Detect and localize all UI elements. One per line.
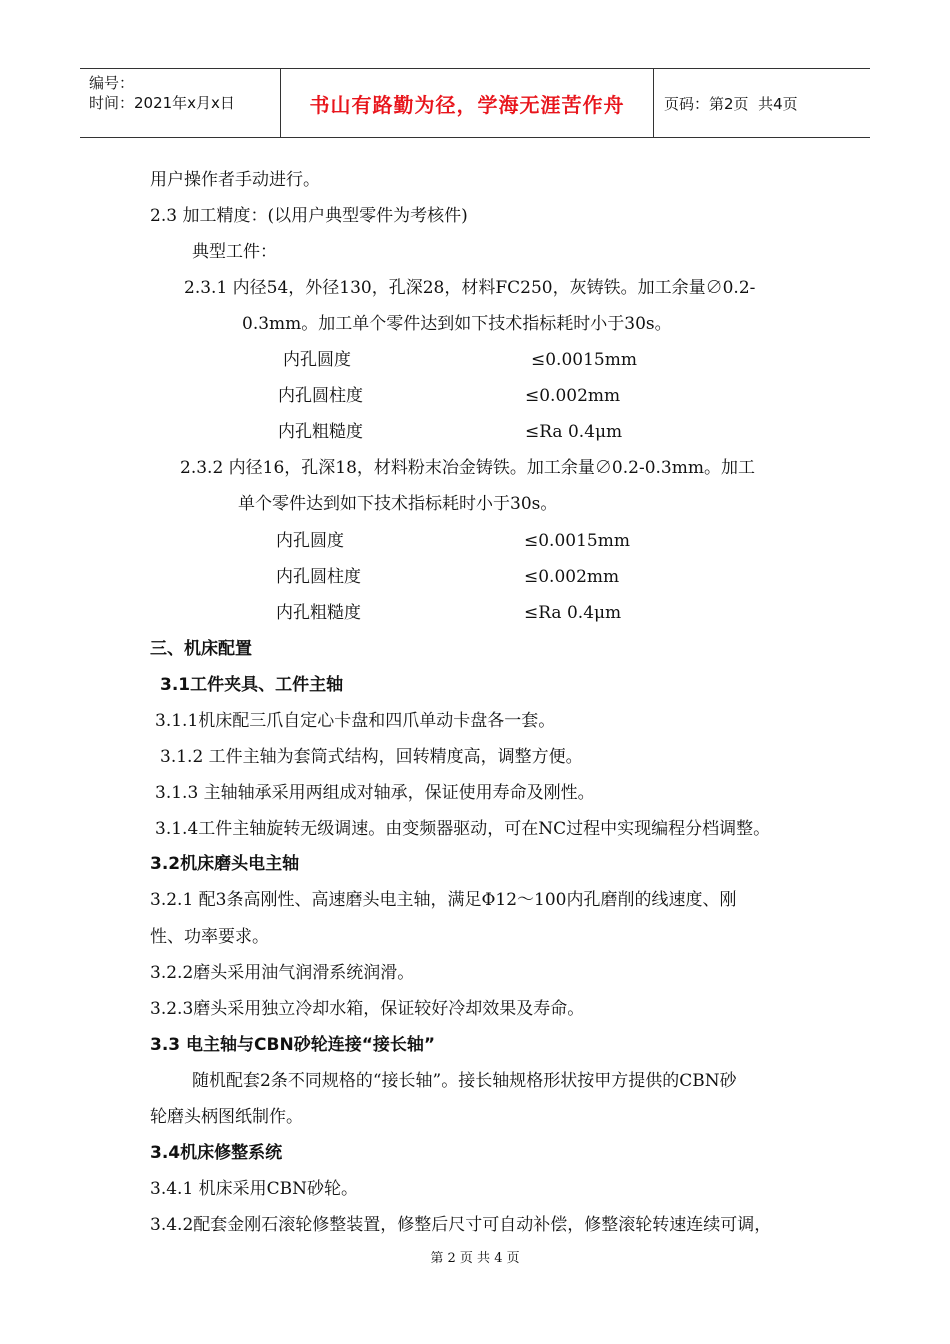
spec-value: ≤0.0015mm (524, 531, 630, 551)
header-info (80, 69, 281, 137)
item-3-2-2: 3.2.2磨头采用油气润滑系统润滑。 (150, 963, 415, 983)
spec-label: 内孔圆度 (283, 350, 351, 370)
header-motto: 书山有路勤为径，学海无涯苦作舟 (309, 92, 625, 117)
item-3-4-2: 3.4.2配套金刚石滚轮修整装置，修整后尺寸可自动补偿，修整滚轮转速连续可调， (150, 1215, 772, 1235)
item-3-1-3: 3.1.3 主轴轴承采用两组成对轴承，保证使用寿命及刚性。 (155, 783, 595, 803)
section-3-3-text: 随机配套2条不同规格的“接长轴”。接长轴规格形状按甲方提供的CBN砂 (192, 1071, 737, 1091)
spec-label: 内孔圆柱度 (278, 386, 363, 406)
spec-value: ≤0.0015mm (531, 350, 637, 370)
item-3-1-2: 3.1.2 工件主轴为套筒式结构，回转精度高，调整方便。 (160, 747, 583, 767)
section-3-3-heading: 3.3 电主轴与CBN砂轮连接“接长轴” (150, 1035, 436, 1055)
document-number-label: 编号： (89, 74, 135, 92)
section-3-1-heading: 3.1工件夹具、工件主轴 (160, 675, 344, 695)
spec-value: ≤0.002mm (525, 386, 621, 406)
item-2-3-1-cont: 0.3mm。加工单个零件达到如下技术指标耗时小于30s。 (242, 314, 672, 334)
document-time-label: 时间：2021年x月x日 (89, 94, 235, 112)
section-3-4-heading: 3.4机床修整系统 (150, 1143, 283, 1163)
page-header (80, 68, 870, 138)
spec-value: ≤Ra 0.4μm (524, 603, 622, 623)
item-3-4-1: 3.4.1 机床采用CBN砂轮。 (150, 1179, 359, 1199)
spec-value: ≤0.002mm (524, 567, 620, 587)
item-3-2-1: 3.2.1 配3条高刚性、高速磨头电主轴，满足Φ12～100内孔磨削的线速度、刚 (150, 890, 737, 910)
item-2-3-2-cont: 单个零件达到如下技术指标耗时小于30s。 (238, 494, 558, 514)
body-line: 用户操作者手动进行。 (150, 170, 320, 190)
item-3-1-1: 3.1.1机床配三爪自定心卡盘和四爪单动卡盘各一套。 (155, 711, 556, 731)
item-3-1-4: 3.1.4工件主轴旋转无级调速。由变频器驱动，可在NC过程中实现编程分档调整。 (155, 819, 771, 839)
item-2-3-1: 2.3.1 内径54，外径130，孔深28，材料FC250，灰铸铁。加工余量∅0.2- (184, 278, 756, 298)
item-3-2-1-cont: 性、功率要求。 (150, 927, 269, 947)
section-3-heading: 三、机床配置 (150, 639, 252, 659)
item-2-3-2: 2.3.2 内径16，孔深18，材料粉末冶金铸铁。加工余量∅0.2-0.3mm。加工 (180, 458, 755, 478)
spec-label: 内孔粗糙度 (278, 422, 363, 442)
section-2-3-title: 2.3 加工精度：(以用户典型零件为考核件) (150, 206, 468, 226)
typical-workpiece-label: 典型工件： (192, 242, 277, 262)
header-motto-cell (281, 69, 654, 137)
header-page-cell (654, 69, 870, 137)
section-3-2-heading: 3.2机床磨头电主轴 (150, 854, 300, 874)
page-footer: 第 2 页 共 4 页 (430, 1251, 520, 1266)
item-3-2-3: 3.2.3磨头采用独立冷却水箱，保证较好冷却效果及寿命。 (150, 999, 585, 1019)
spec-value: ≤Ra 0.4μm (525, 422, 623, 442)
spec-label: 内孔圆柱度 (276, 567, 361, 587)
spec-label: 内孔圆度 (276, 531, 344, 551)
spec-label: 内孔粗糙度 (276, 603, 361, 623)
section-3-3-text-cont: 轮磨头柄图纸制作。 (150, 1107, 303, 1127)
header-page-label: 页码：第2页 共4页 (664, 94, 798, 113)
